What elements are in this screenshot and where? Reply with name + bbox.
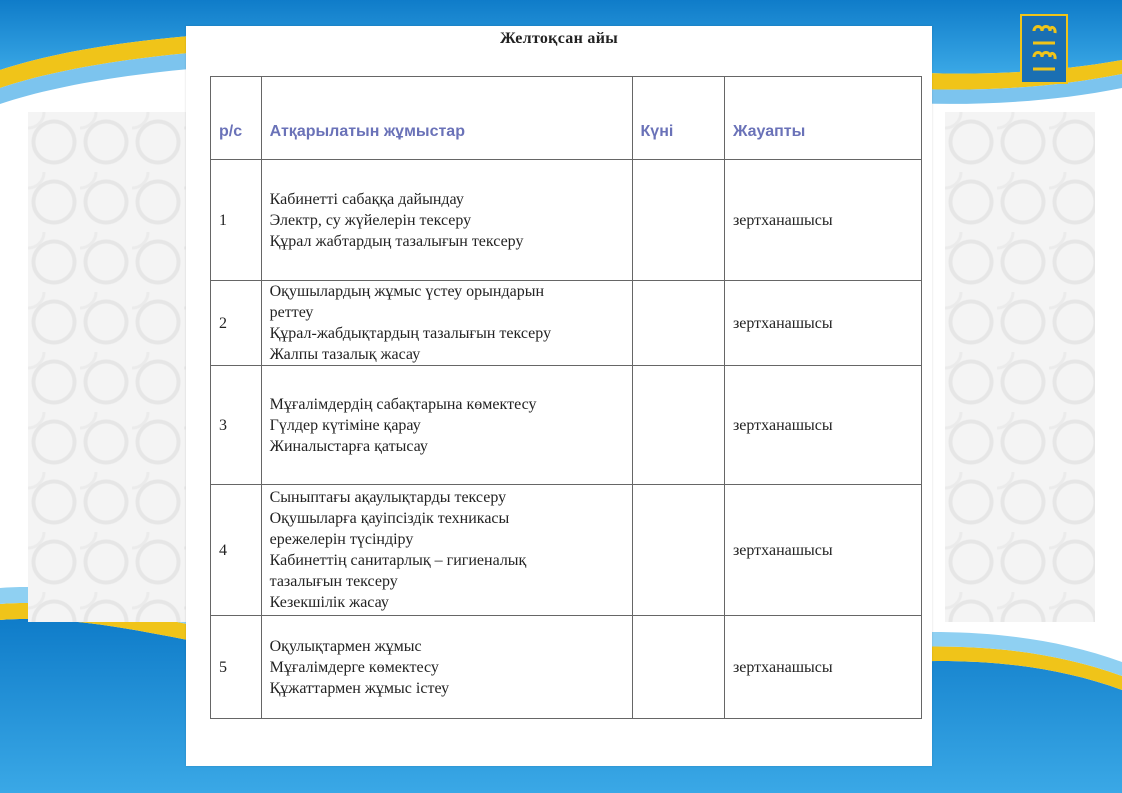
row-responsible: зертханашысы xyxy=(724,366,921,485)
work-plan-table xyxy=(210,76,922,719)
header-num: р/с xyxy=(211,77,262,160)
left-ornament-pattern xyxy=(28,112,188,622)
right-ornament-pattern xyxy=(945,112,1095,622)
task-line: Оқулықтармен жұмыс xyxy=(269,637,422,655)
row-date xyxy=(632,160,724,281)
row-responsible: зертханашысы xyxy=(724,616,921,719)
row-number: 2 xyxy=(211,281,262,366)
ornament-logo-icon xyxy=(1020,14,1068,84)
task-line: реттеу xyxy=(269,304,314,321)
row-number: 4 xyxy=(211,485,262,616)
row-tasks xyxy=(261,485,632,616)
row-date xyxy=(632,281,724,366)
task-line: Құрал жабтардың тазалығын тексеру xyxy=(269,232,524,250)
table-row xyxy=(211,485,922,616)
task-line: Оқушылардың жұмыс үстеу орындарын xyxy=(269,283,545,300)
row-tasks xyxy=(261,366,632,485)
task-line: Кабинетті сабаққа дайындау xyxy=(269,190,464,208)
table-row xyxy=(211,160,922,281)
header-work: Атқарылатын жұмыстар xyxy=(261,77,632,160)
task-line: Құжаттармен жұмыс істеу xyxy=(269,679,450,697)
document-page xyxy=(186,26,932,766)
task-line: Сыныптағы ақаулықтарды тексеру xyxy=(269,489,507,506)
row-tasks xyxy=(261,616,632,719)
row-responsible: зертханашысы xyxy=(724,281,921,366)
row-tasks xyxy=(261,160,632,281)
header-date: Күні xyxy=(632,77,724,160)
task-line: Құрал-жабдықтардың тазалығын тексеру xyxy=(269,325,552,342)
header-resp: Жауапты xyxy=(724,77,921,160)
task-line: Мұғалімдерге көмектесу xyxy=(269,658,439,676)
table-row xyxy=(211,616,922,719)
row-number: 1 xyxy=(211,160,262,281)
row-date xyxy=(632,366,724,485)
task-line: ережелерін түсіндіру xyxy=(269,531,414,548)
task-line: тазалығын тексеру xyxy=(269,573,398,590)
task-line: Электр, су жүйелерін тексеру xyxy=(269,211,472,229)
row-number: 3 xyxy=(211,366,262,485)
row-number: 5 xyxy=(211,616,262,719)
row-date xyxy=(632,485,724,616)
task-line: Кабинеттің санитарлық – гигиеналық xyxy=(269,552,527,569)
task-line: Гүлдер күтіміне қарау xyxy=(269,416,421,434)
document-title: Желтоқсан айы xyxy=(499,30,619,47)
task-line: Жиналыстарға қатысау xyxy=(269,437,428,455)
row-responsible: зертханашысы xyxy=(724,485,921,616)
task-line: Оқушыларға қауіпсіздік техникасы xyxy=(269,510,510,527)
table-header-row xyxy=(211,77,922,160)
task-line: Мұғалімдердің сабақтарына көмектесу xyxy=(269,395,537,413)
table-row xyxy=(211,366,922,485)
row-tasks xyxy=(261,281,632,366)
row-responsible: зертханашысы xyxy=(724,160,921,281)
task-line: Жалпы тазалық жасау xyxy=(269,346,421,363)
task-line: Кезекшілік жасау xyxy=(269,594,389,611)
table-row xyxy=(211,281,922,366)
row-date xyxy=(632,616,724,719)
